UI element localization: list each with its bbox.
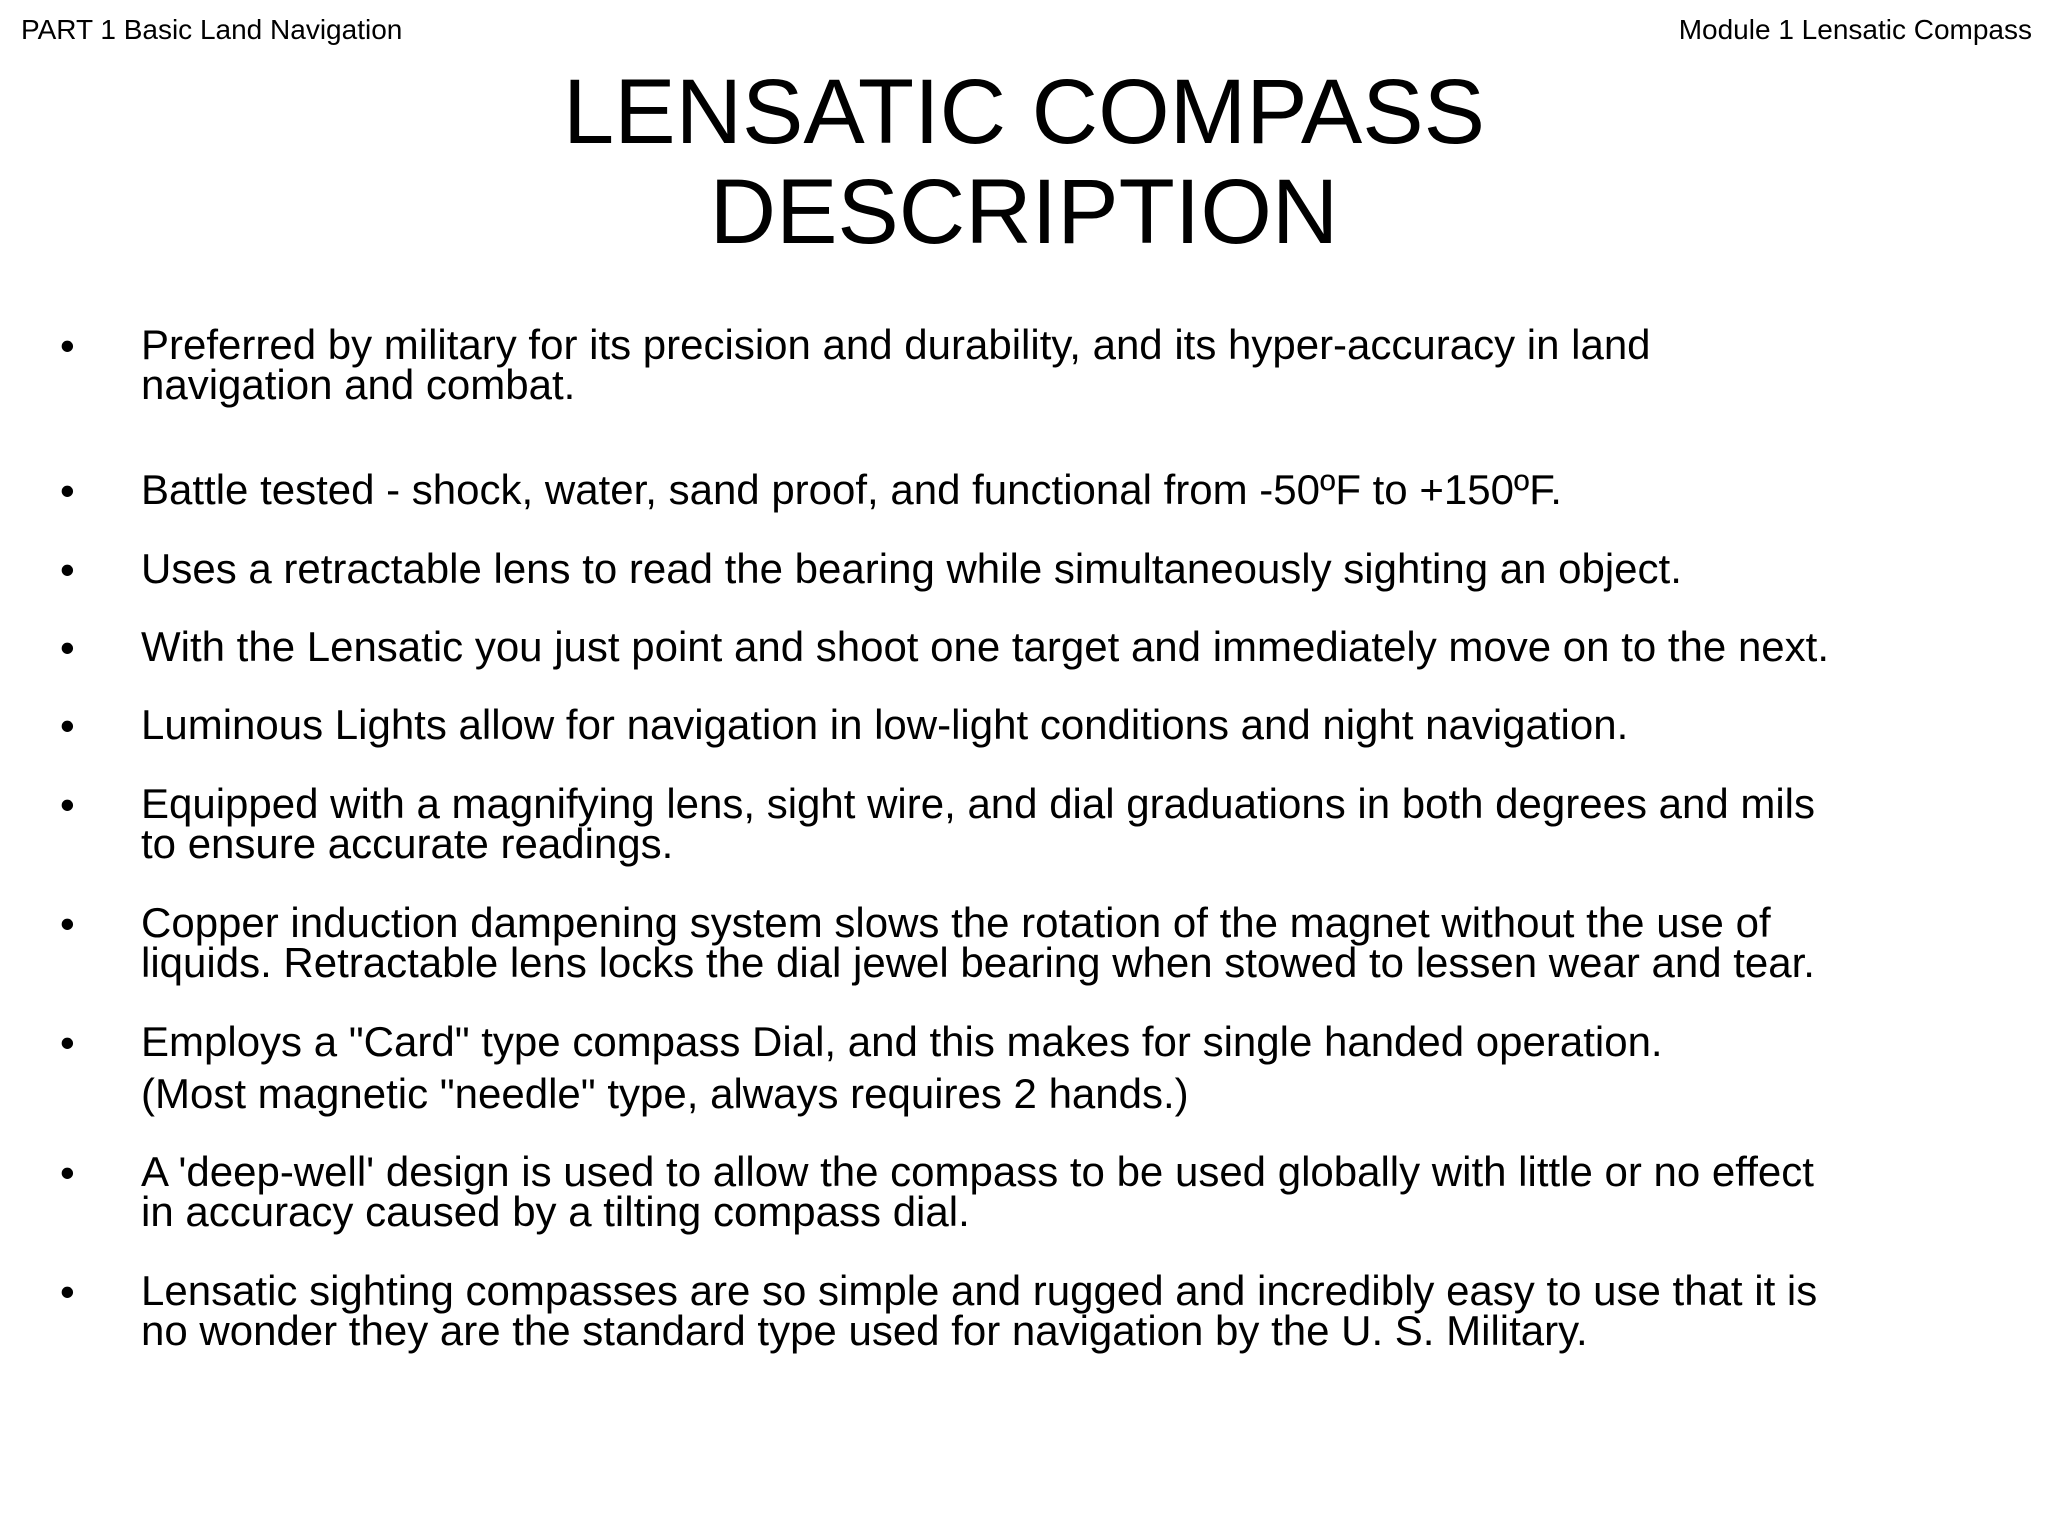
page-title-line-2: DESCRIPTION xyxy=(709,161,1339,263)
bullet-text xyxy=(141,321,2021,408)
bullet-text-line: to ensure accurate readings. xyxy=(141,820,674,867)
bullet-icon: • xyxy=(60,322,75,369)
bullet-text-line: Battle tested - shock, water, sand proof, and functional from -50ºF to +150ºF. xyxy=(141,466,1562,513)
bullet-text xyxy=(141,899,2021,986)
header-section-label: PART 1 Basic Land Navigation xyxy=(21,14,403,45)
header-module-label: Module 1 Lensatic Compass xyxy=(1678,14,2032,45)
bullet-text-line: Lensatic sighting compasses are so simple and rugged and incredibly easy to use that it is xyxy=(141,1267,1818,1314)
bullet-icon: • xyxy=(60,1019,75,1066)
bullet-text-line: A 'deep-well' design is used to allow the compass to be used globally with little or no effect xyxy=(141,1148,1814,1195)
bullet-text xyxy=(141,1018,2021,1117)
bullet-icon: • xyxy=(60,1149,75,1196)
bullet-text-line: Luminous Lights allow for navigation in low-light conditions and night navigation. xyxy=(141,701,1629,748)
bullet-text xyxy=(141,545,2021,592)
bullet-icon: • xyxy=(60,546,75,593)
bullet-icon: • xyxy=(60,781,75,828)
bullet-text-line: Employs a "Card" type compass Dial, and this makes for single handed operation. xyxy=(141,1018,1663,1065)
bullet-text-line: With the Lensatic you just point and shoot one target and immediately move on to the next. xyxy=(141,623,1829,670)
bullet-text-line: Uses a retractable lens to read the bearing while simultaneously sighting an object. xyxy=(141,545,1682,592)
bullet-text-line: Copper induction dampening system slows the rotation of the magnet without the use of xyxy=(141,899,1771,946)
page-title-line-1: LENSATIC COMPASS xyxy=(563,61,1485,163)
bullet-text xyxy=(141,701,2021,748)
bullet-text-line: no wonder they are the standard type used for navigation by the U. S. Military. xyxy=(141,1307,1588,1354)
bullet-icon: • xyxy=(60,702,75,749)
bullet-text xyxy=(141,623,2021,670)
bullet-text xyxy=(141,466,2021,513)
bullet-text xyxy=(141,780,2021,867)
bullet-text-line: navigation and combat. xyxy=(141,361,576,408)
bullet-text xyxy=(141,1148,2021,1235)
bullet-text-line: Equipped with a magnifying lens, sight wire, and dial graduations in both degrees and mils xyxy=(141,780,1816,827)
bullet-icon: • xyxy=(60,900,75,947)
bullet-text-line: liquids. Retractable lens locks the dial jewel bearing when stowed to lessen wear and tear. xyxy=(141,939,1815,986)
page-title xyxy=(0,62,2048,262)
bullet-icon: • xyxy=(60,624,75,671)
bullet-text-line: in accuracy caused by a tilting compass dial. xyxy=(141,1188,970,1235)
bullet-icon: • xyxy=(60,467,75,514)
bullet-text xyxy=(141,1267,2021,1354)
bullet-icon: • xyxy=(60,1268,75,1315)
bullet-text-line: Preferred by military for its precision and durability, and its hyper-accuracy in land xyxy=(141,321,1651,368)
bullet-text-line: (Most magnetic "needle" type, always requires 2 hands.) xyxy=(141,1070,1189,1117)
